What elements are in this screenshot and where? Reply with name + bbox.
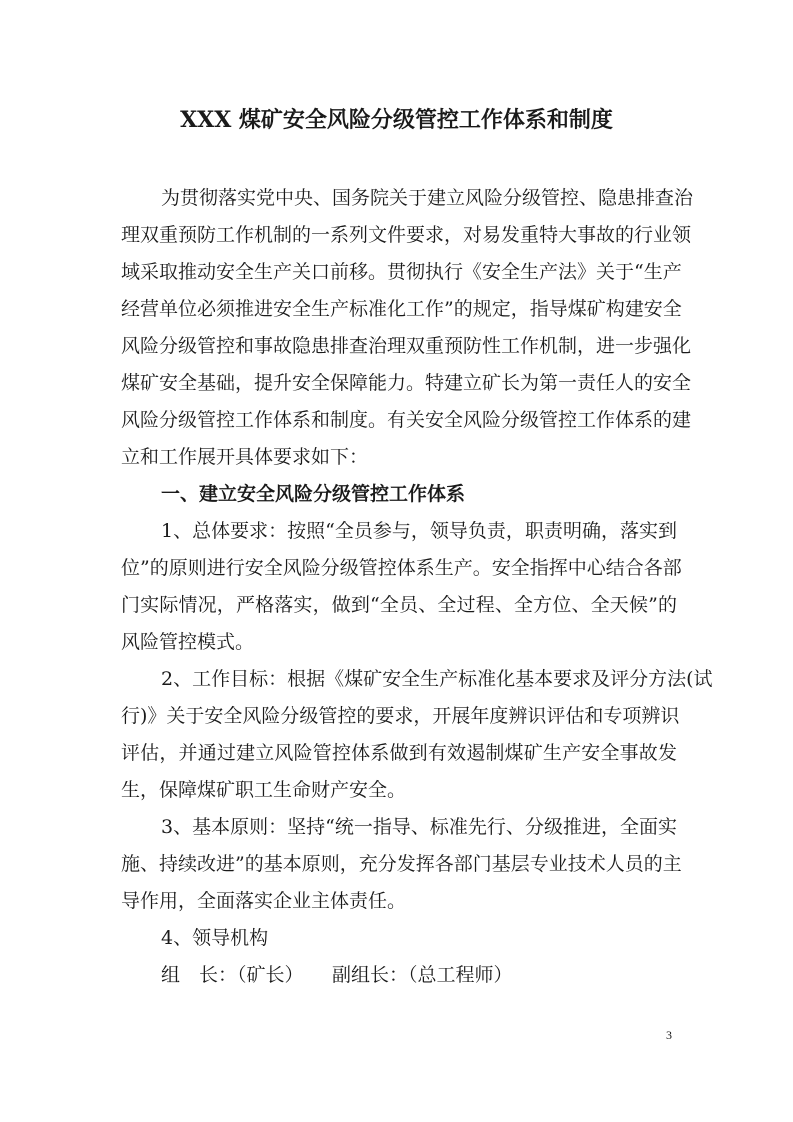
paragraph-line: 域采取推动安全生产关口前移。贯彻执行《安全生产法》关于“生产 [121,261,682,283]
paragraph-line: 2、工作目标：根据《煤矿安全生产标准化基本要求及评分方法(试 [161,668,713,690]
paragraph-line: 门实际情况，严格落实，做到“全员、全过程、全方位、全天候”的 [121,594,677,616]
paragraph-line: 评估，并通过建立风险管控体系做到有效遏制煤矿生产安全事故发 [121,742,677,764]
paragraph-line: 风险管控模式。 [121,631,255,653]
section-heading: 一、建立安全风险分级管控工作体系 [161,483,466,505]
paragraph-line: 3、基本原则：坚持“统一指导、标准先行、分级推进，全面实 [161,816,677,838]
paragraph-line: 行)》关于安全风险分级管控的要求，开展年度辨识评估和专项辨识 [121,705,680,727]
document-title: XXX 煤矿安全风险分级管控工作体系和制度 [180,107,613,133]
paragraph-line: 生，保障煤矿职工生命财产安全。 [121,779,407,801]
paragraph-line: 组 长：（矿长） 副组长：（总工程师） [161,964,513,986]
paragraph-line: 风险分级管控工作体系和制度。有关安全风险分级管控工作体系的建 [121,409,692,431]
paragraph-line: 位”的原则进行安全风险分级管控体系生产。安全指挥中心结合各部 [121,557,682,579]
page-number: 3 [666,1028,672,1042]
paragraph-line: 4、领导机构 [161,927,269,949]
paragraph-line: 煤矿安全基础，提升安全保障能力。特建立矿长为第一责任人的安全 [121,372,692,394]
paragraph-line: 1、总体要求：按照“全员参与，领导负责，职责明确，落实到 [161,520,677,542]
paragraph-line: 施、持续改进”的基本原则，充分发挥各部门基层专业技术人员的主 [121,853,682,875]
paragraph-line: 立和工作展开具体要求如下： [121,446,369,468]
document-body [121,180,713,994]
paragraph-line: 风险分级管控和事故隐患排查治理双重预防性工作机制，进一步强化 [121,335,692,357]
paragraph-line: 理双重预防工作机制的一系列文件要求，对易发重特大事故的行业领 [121,224,692,246]
paragraph-line: 经营单位必须推进安全生产标准化工作”的规定，指导煤矿构建安全 [121,298,682,320]
paragraph-line: 为贯彻落实党中央、国务院关于建立风险分级管控、隐患排查治 [161,187,694,209]
paragraph-line: 导作用，全面落实企业主体责任。 [121,890,407,912]
